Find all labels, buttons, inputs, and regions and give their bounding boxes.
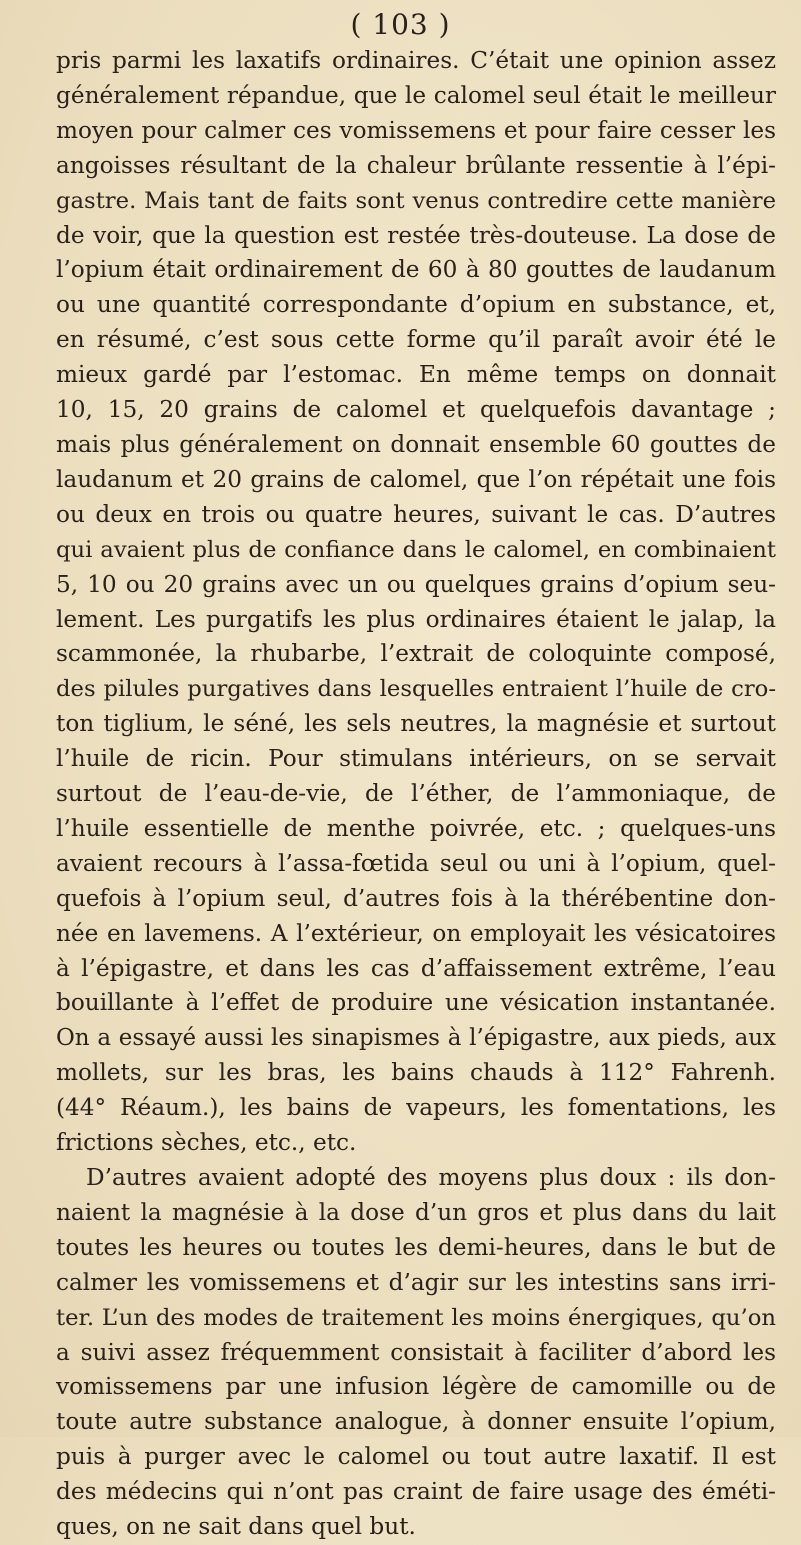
body-text xyxy=(56,44,776,1545)
text-line: puis à purger avec le calomel ou tout autre laxatif. Il est xyxy=(56,1443,776,1471)
text-line: généralement répandue, que le calomel seul était le meilleur xyxy=(56,81,776,109)
text-line: quefois à l’opium seul, d’autres fois à la thérébentine don- xyxy=(56,884,776,912)
text-line: bouillante à l’effet de produire une vésication instantanée. xyxy=(56,989,776,1017)
text-line: des pilules purgatives dans lesquelles entraient l’huile de cro- xyxy=(56,676,776,703)
text-line: avaient recours à l’assa-fœtida seul ou uni à l’opium, quel- xyxy=(56,849,776,877)
text-line: toutes les heures ou toutes les demi-heures, dans le but de xyxy=(56,1233,776,1261)
text-line: surtout de l’eau-de-vie, de l’éther, de l’ammoniaque, de xyxy=(56,780,776,808)
text-line: qui avaient plus de confiance dans le calomel, en combinaient xyxy=(56,536,776,563)
text-line: frictions sèches, etc., etc. xyxy=(56,1129,357,1157)
text-line: gastre. Mais tant de faits sont venus contredire cette manière xyxy=(56,187,776,214)
text-line: calmer les vomissemens et d’agir sur les intestins sans irri- xyxy=(56,1268,776,1296)
text-line: angoisses résultant de la chaleur brûlante ressentie à l’épi- xyxy=(56,151,776,179)
text-line: toute autre substance analogue, à donner ensuite l’opium, xyxy=(56,1408,776,1436)
text-line: des médecins qui n’ont pas craint de faire usage des éméti- xyxy=(56,1478,776,1506)
text-line: moyen pour calmer ces vomissemens et pour faire cesser les xyxy=(56,116,776,144)
text-line: ou deux en trois ou quatre heures, suivant le cas. D’autres xyxy=(56,500,776,528)
text-line: pris parmi les laxatifs ordinaires. C’était une opinion assez xyxy=(56,47,776,74)
text-line: en résumé, c’est sous cette forme qu’il paraît avoir été le xyxy=(56,326,776,354)
text-line: mollets, sur les bras, les bains chauds à 112° Fahrenh. xyxy=(56,1059,776,1087)
text-line: scammonée, la rhubarbe, l’extrait de coloquinte composé, xyxy=(56,640,776,668)
text-line: 5, 10 ou 20 grains avec un ou quelques grains d’opium seu- xyxy=(56,570,776,598)
text-line: née en lavemens. A l’extérieur, on employait les vésicatoires xyxy=(56,919,776,947)
text-line: de voir, que la question est restée très-douteuse. La dose de xyxy=(56,221,776,249)
text-line: a suivi assez fréquemment consistait à faciliter d’abord les xyxy=(56,1338,776,1366)
text-line: l’opium était ordinairement de 60 à 80 gouttes de laudanum xyxy=(56,256,776,284)
text-line: l’huile essentielle de menthe poivrée, etc. ; quelques-uns xyxy=(56,814,776,842)
text-line: vomissemens par une infusion légère de camomille ou de xyxy=(56,1373,776,1401)
text-line: ou une quantité correspondante d’opium en substance, et, xyxy=(56,291,776,319)
page-number: ( 103 ) xyxy=(350,8,451,41)
paragraph-2 xyxy=(56,1161,776,1545)
text-line: naient la magnésie à la dose d’un gros et plus dans du lait xyxy=(56,1198,776,1226)
text-line: D’autres avaient adopté des moyens plus doux : ils don- xyxy=(86,1164,776,1191)
text-line: ter. L’un des modes de traitement les moins énergiques, qu’on xyxy=(56,1304,776,1331)
text-line: mais plus généralement on donnait ensemble 60 gouttes de xyxy=(56,430,776,458)
text-line: l’huile de ricin. Pour stimulans intérieurs, on se servait xyxy=(56,745,776,773)
paragraph-1 xyxy=(56,44,776,1161)
text-line: mieux gardé par l’estomac. En même temps on donnait xyxy=(56,361,776,389)
text-line: On a essayé aussi les sinapismes à l’épigastre, aux pieds, aux xyxy=(56,1025,776,1052)
text-line: 10, 15, 20 grains de calomel et quelquefois davantage ; xyxy=(56,396,776,424)
text-line: (44° Réaum.), les bains de vapeurs, les fomentations, les xyxy=(56,1094,776,1122)
text-line: à l’épigastre, et dans les cas d’affaissement extrême, l’eau xyxy=(56,954,776,982)
text-line: laudanum et 20 grains de calomel, que l’on répétait une fois xyxy=(56,465,776,493)
text-line: ques, on ne sait dans quel but. xyxy=(56,1513,416,1541)
text-line: lement. Les purgatifs les plus ordinaires étaient le jalap, la xyxy=(56,605,776,633)
text-line: ton tiglium, le séné, les sels neutres, la magnésie et surtout xyxy=(56,710,776,738)
